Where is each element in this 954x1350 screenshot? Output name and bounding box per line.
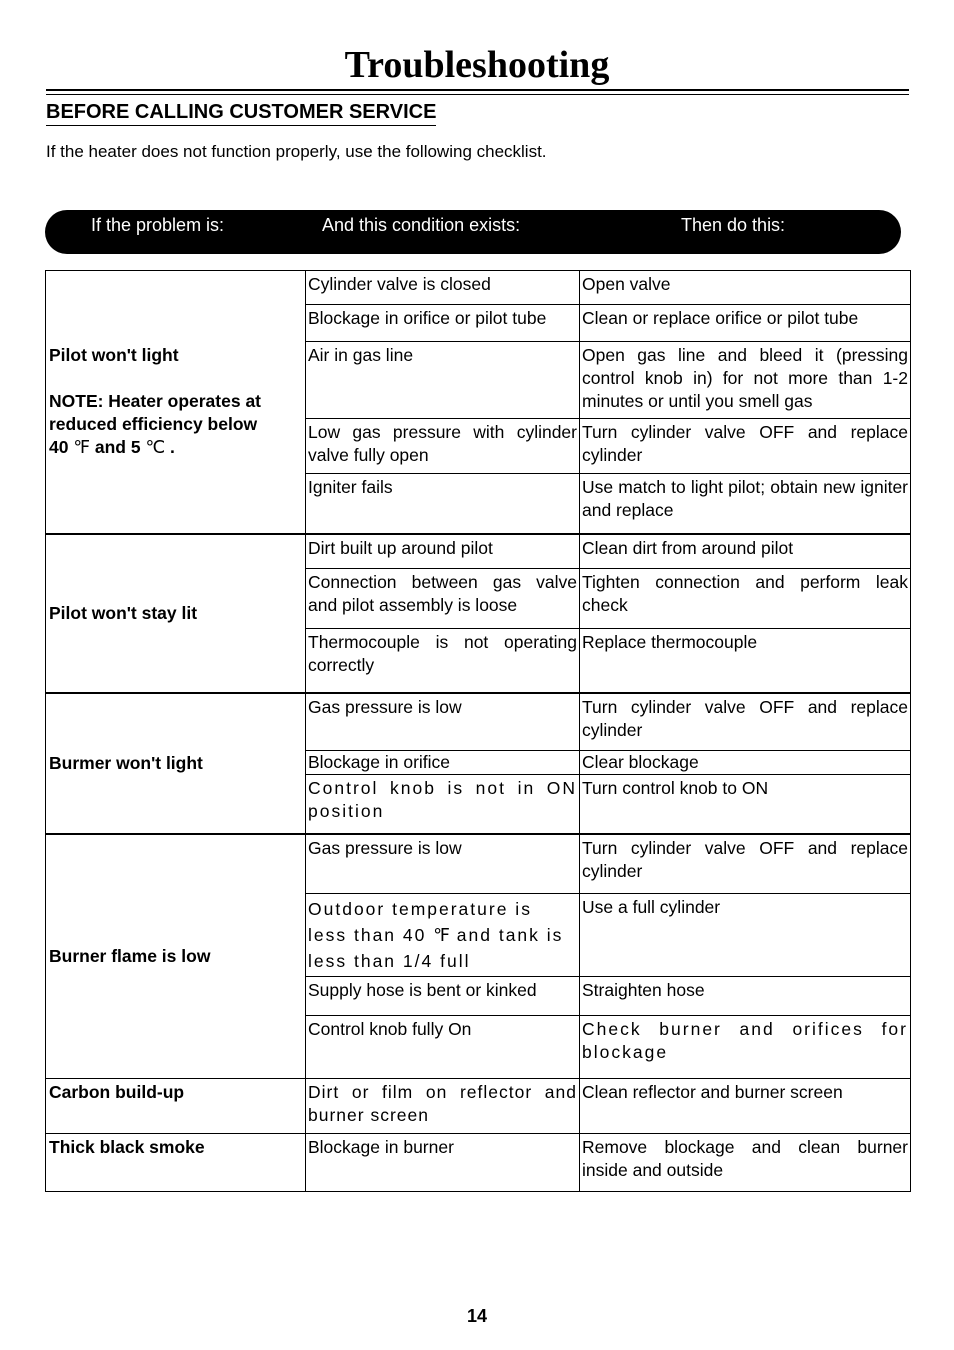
action-cell: Check burner and orifices for blockage: [580, 1016, 911, 1079]
condition-cell: Dirt or film on reflector and burner screen: [306, 1079, 580, 1134]
intro-text: If the heater does not function properly, use the following checklist.: [46, 142, 547, 161]
celsius-symbol: ℃: [145, 437, 166, 458]
condition-cell: Supply hose is bent or kinked: [306, 977, 580, 1016]
header-action: Then do this:: [681, 215, 786, 235]
condition-cell: Low gas pressure with cylinder valve fully open: [306, 419, 580, 474]
problem-cell: Carbon build-up: [46, 1079, 306, 1134]
note-end: .: [170, 437, 175, 458]
condition-cell: Blockage in orifice: [306, 751, 580, 775]
action-cell: Clean dirt from around pilot: [580, 534, 911, 569]
table-row: [46, 1134, 911, 1192]
condition-text: Outdoor temperature is less than 40: [308, 899, 532, 945]
condition-cell: Connection between gas valve and pilot assembly is loose: [306, 569, 580, 629]
fahrenheit-symbol: ℉: [433, 925, 450, 945]
action-cell: Turn cylinder valve OFF and replace cylinder: [580, 419, 911, 474]
problem-cell: Burmer won't light: [46, 693, 306, 834]
action-cell: Use a full cylinder: [580, 894, 911, 977]
note-value: and 5: [94, 437, 141, 458]
condition-cell: Gas pressure is low: [306, 693, 580, 751]
table-row: [46, 834, 911, 894]
problem-label: Pilot won't light: [49, 345, 179, 366]
action-cell: Tighten connection and perform leak check: [580, 569, 911, 629]
condition-cell: Thermocouple is not operating correctly: [306, 629, 580, 693]
condition-cell: Igniter fails: [306, 474, 580, 534]
table-header-bar: [45, 210, 901, 254]
action-cell: Clear blockage: [580, 751, 911, 775]
action-cell: Use match to light pilot; obtain new igniter and replace: [580, 474, 911, 534]
action-cell: Clean reflector and burner screen: [580, 1079, 911, 1134]
title-rule-thin: [46, 94, 909, 95]
header-problem: If the problem is:: [91, 215, 225, 235]
condition-text: and tank is less than 1/4 full: [308, 925, 564, 971]
problem-cell: Burner flame is low: [46, 834, 306, 1079]
action-cell: Turn control knob to ON: [580, 775, 911, 834]
action-cell: Open gas line and bleed it (pressing control knob in) for not more than 1-2 minutes or until you smell gas: [580, 342, 911, 419]
condition-cell: Control knob fully On: [306, 1016, 580, 1079]
note-value: 40: [49, 437, 69, 458]
table-row: [46, 534, 911, 569]
page-title: Troubleshooting: [344, 44, 610, 86]
fahrenheit-symbol: ℉: [73, 437, 90, 458]
problem-cell: Pilot won't stay lit: [46, 534, 306, 693]
condition-cell: Cylinder valve is closed: [306, 271, 580, 305]
action-cell: Turn cylinder valve OFF and replace cylinder: [580, 834, 911, 894]
condition-cell: Air in gas line: [306, 342, 580, 419]
page-number: 14: [466, 1306, 488, 1326]
table-row: [46, 271, 911, 305]
title-rule-thick: [46, 89, 909, 91]
action-cell: Open valve: [580, 271, 911, 305]
condition-cell: Blockage in burner: [306, 1134, 580, 1192]
problem-cell: [46, 271, 306, 534]
section-heading: BEFORE CALLING CUSTOMER SERVICE: [46, 99, 436, 126]
action-cell: Clean or replace orifice or pilot tube: [580, 305, 911, 342]
action-cell: Remove blockage and clean burner inside and outside: [580, 1134, 911, 1192]
condition-cell: [306, 894, 580, 977]
condition-cell: Dirt built up around pilot: [306, 534, 580, 569]
action-cell: Straighten hose: [580, 977, 911, 1016]
action-cell: Replace thermocouple: [580, 629, 911, 693]
note-line: reduced efficiency below: [49, 414, 258, 435]
note-line: NOTE: Heater operates at: [49, 391, 262, 412]
condition-cell: Blockage in orifice or pilot tube: [306, 305, 580, 342]
note-line: [49, 436, 303, 459]
table-row: [46, 693, 911, 751]
problem-cell: Thick black smoke: [46, 1134, 306, 1192]
condition-cell: Control knob is not in ON position: [306, 775, 580, 834]
header-condition: And this condition exists:: [322, 215, 521, 235]
table-row: [46, 1079, 911, 1134]
action-cell: Turn cylinder valve OFF and replace cylinder: [580, 693, 911, 751]
condition-cell: Gas pressure is low: [306, 834, 580, 894]
troubleshooting-table: [45, 270, 911, 1192]
